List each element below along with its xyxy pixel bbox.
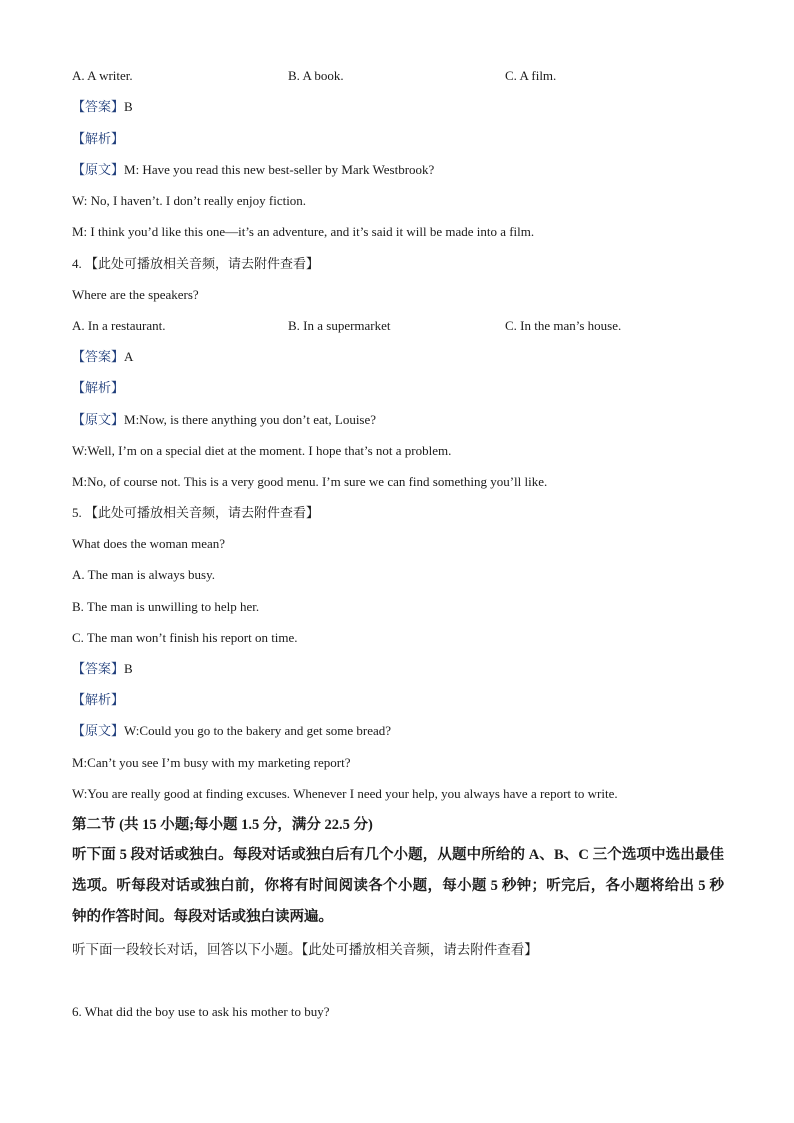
transcript-tag: 【原文】 (72, 162, 125, 177)
q4-option-a: A. In a restaurant. (72, 318, 166, 333)
answer-tag: 【答案】 (72, 661, 125, 676)
q6-question: 6. What did the boy use to ask his mother to buy? (72, 1004, 330, 1019)
q4-answer: A (124, 349, 134, 364)
q4-transcript-line-3: M:No, of course not. This is a very good menu. I’m sure we can find something you’ll like. (72, 474, 548, 489)
answer-tag: 【答案】 (72, 99, 125, 114)
q5-answer: B (124, 661, 133, 676)
q3-analysis-tag: 【解析】 (72, 131, 125, 146)
q5-option-b: B. The man is unwilling to help her. (72, 599, 260, 614)
q4-transcript-line-2: W:Well, I’m on a special diet at the moment. I hope that’s not a problem. (72, 443, 452, 458)
answer-tag: 【答案】 (72, 349, 125, 364)
q5-option-c: C. The man won’t finish his report on time. (72, 630, 298, 645)
q4-option-c: C. In the man’s house. (505, 318, 622, 333)
transcript-tag: 【原文】 (72, 723, 125, 738)
q5-analysis-tag: 【解析】 (72, 692, 125, 707)
q4-question: Where are the speakers? (72, 287, 199, 302)
q4-transcript-line-1 (72, 412, 376, 428)
q4-option-b: B. In a supermarket (288, 318, 391, 333)
q3-transcript-line-2: W: No, I haven’t. I don’t really enjoy fiction. (72, 193, 307, 208)
q5-answer-line (72, 661, 133, 677)
q4-transcript-text-1: M:Now, is there anything you don’t eat, Louise? (124, 412, 377, 427)
q3-option-b: B. A book. (288, 68, 344, 83)
section2-intro: 听下面一段较长对话，回答以下小题。【此处可播放相关音频，请去附件查看】 (72, 942, 538, 957)
q4-header: 4. 【此处可播放相关音频，请去附件查看】 (72, 256, 320, 271)
q5-option-a: A. The man is always busy. (72, 567, 215, 582)
q4-answer-line (72, 349, 133, 365)
q5-transcript-line-3: W:You are really good at finding excuses. Whenever I need your help, you always have a report to write. (72, 786, 618, 801)
q3-transcript-line-1 (72, 162, 434, 178)
q5-transcript-line-1 (72, 723, 391, 739)
q3-option-c: C. A film. (505, 68, 557, 83)
q5-transcript-line-2: M:Can’t you see I’m busy with my marketing report? (72, 755, 351, 770)
q3-answer: B (124, 99, 133, 114)
q3-option-a: A. A writer. (72, 68, 133, 83)
section2-instructions: 听下面 5 段对话或独白。每段对话或独白后有几个小题，从题中所给的 A、B、C 三个选项中选出最佳选项。听每段对话或独白前，你将有时间阅读各个小题，每小题 5 秒钟；听完后，各小题将给出 5 秒钟的作答时间。每段对话或独白读两遍。 (72, 847, 724, 925)
transcript-tag: 【原文】 (72, 412, 125, 427)
q5-question: What does the woman mean? (72, 536, 226, 551)
section2-title: 第二节 (共 15 小题;每小题 1.5 分，满分 22.5 分) (72, 817, 373, 833)
q5-header: 5. 【此处可播放相关音频，请去附件查看】 (72, 505, 320, 520)
q4-analysis-tag: 【解析】 (72, 380, 125, 395)
q5-transcript-text-1: W:Could you go to the bakery and get some bread? (124, 723, 392, 738)
q3-answer-line (72, 99, 133, 115)
q3-transcript-text-1: M: Have you read this new best-seller by Mark Westbrook? (124, 162, 435, 177)
q3-transcript-line-3: M: I think you’d like this one—it’s an adventure, and it’s said it will be made into a film. (72, 224, 535, 239)
